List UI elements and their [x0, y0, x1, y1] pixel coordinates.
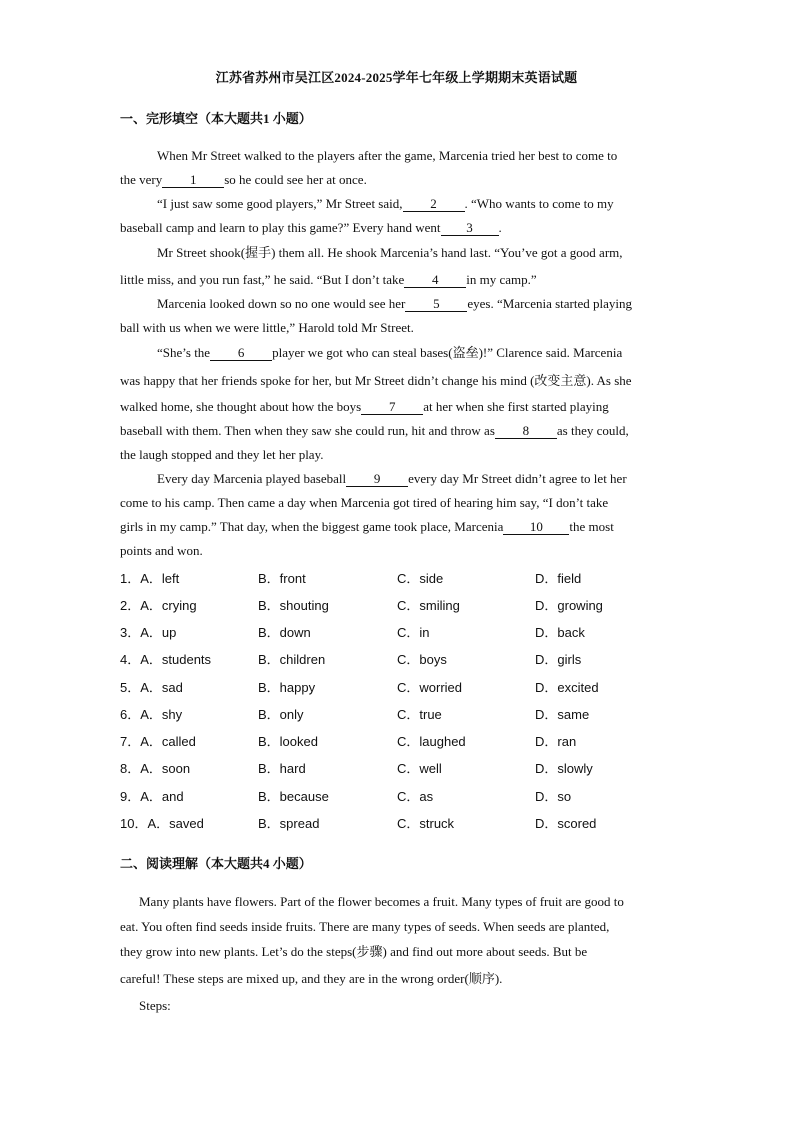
option-b[interactable]: B．front — [258, 571, 306, 586]
option-b[interactable]: B．happy — [258, 680, 316, 695]
option-row-1 — [120, 568, 680, 586]
option-c[interactable]: C．struck — [397, 816, 455, 831]
passage-line: “She’s the 6 player we got who can steal bases(盗垒)!” Clarence said. Marcenia — [157, 345, 623, 360]
option-row-9 — [120, 786, 680, 804]
blank-3[interactable]: 3 — [441, 221, 499, 236]
passage-line: little miss, and you run fast,” he said. “But I don’t take 4 in my camp.” — [120, 272, 537, 287]
option-d[interactable]: D．excited — [535, 680, 599, 695]
reading-line: Many plants have flowers. Part of the flower becomes a fruit. Many types of fruit are good to — [139, 894, 624, 909]
option-row-7 — [120, 731, 680, 749]
blank-8[interactable]: 8 — [495, 424, 557, 439]
passage-line: walked home, she thought about how the boys 7 at her when she first started playing — [120, 399, 609, 414]
blank-6[interactable]: 6 — [210, 346, 272, 361]
passage-line: the very 1 so he could see her at once. — [120, 172, 367, 187]
option-a[interactable]: 4．A．students — [120, 652, 212, 667]
passage-line: baseball camp and learn to play this game?” Every hand went 3 . — [120, 220, 502, 235]
blank-2[interactable]: 2 — [403, 197, 465, 212]
passage-line: Mr Street shook(握手) them all. He shook Marcenia’s hand last. “You’ve got a good arm, — [157, 245, 623, 260]
option-c[interactable]: C．as — [397, 789, 434, 804]
passage-line: baseball with them. Then when they saw she could run, hit and throw as 8 as they could, — [120, 423, 629, 438]
passage-line: points and won. — [120, 543, 203, 558]
option-b[interactable]: B．because — [258, 789, 329, 804]
option-a[interactable]: 5．A．sad — [120, 680, 183, 695]
option-row-10 — [120, 813, 680, 831]
option-c[interactable]: C．well — [397, 761, 442, 776]
passage-line: the laugh stopped and they let her play. — [120, 447, 324, 462]
passage-line: Every day Marcenia played baseball 9 every day Mr Street didn’t agree to let her — [157, 471, 627, 486]
reading-line: eat. You often find seeds inside fruits. There are many types of seeds. When seeds are planted, — [120, 919, 610, 934]
passage-line: ball with us when we were little,” Harold told Mr Street. — [120, 320, 414, 335]
steps-label: Steps: — [139, 998, 171, 1013]
option-a[interactable]: 2．A．crying — [120, 598, 197, 613]
passage-line: “I just saw some good players,” Mr Street said, 2 . “Who wants to come to my — [157, 196, 614, 211]
option-row-4 — [120, 649, 680, 667]
option-d[interactable]: D．scored — [535, 816, 597, 831]
reading-line: careful! These steps are mixed up, and they are in the wrong order(顺序). — [120, 971, 503, 986]
option-row-3 — [120, 622, 680, 640]
option-row-6 — [120, 704, 680, 722]
passage-line: come to his camp. Then came a day when Marcenia got tired of hearing him say, “I don’t take — [120, 495, 609, 510]
option-c[interactable]: C．laughed — [397, 734, 466, 749]
option-row-8 — [120, 758, 680, 776]
option-b[interactable]: B．only — [258, 707, 304, 722]
blank-1[interactable]: 1 — [162, 173, 224, 188]
blank-4[interactable]: 4 — [404, 273, 466, 288]
passage-line: When Mr Street walked to the players after the game, Marcenia tried her best to come to — [157, 148, 618, 163]
option-row-5 — [120, 677, 680, 695]
page-title: 江苏省苏州市吴江区2024-2025学年七年级上学期期末英语试题 — [215, 70, 578, 85]
option-d[interactable]: D．back — [535, 625, 585, 640]
reading-line: they grow into new plants. Let’s do the steps(步骤) and find out more about seeds. But be — [120, 944, 588, 959]
option-d[interactable]: D．so — [535, 789, 572, 804]
option-d[interactable]: D．growing — [535, 598, 603, 613]
option-a[interactable]: 7．A．called — [120, 734, 196, 749]
option-a[interactable]: 8．A．soon — [120, 761, 191, 776]
option-d[interactable]: D．field — [535, 571, 582, 586]
option-a[interactable]: 1．A．left — [120, 571, 180, 586]
option-d[interactable]: D．same — [535, 707, 590, 722]
section2-heading: 二、阅读理解（本大题共4 小题） — [120, 856, 312, 871]
blank-5[interactable]: 5 — [405, 297, 467, 312]
option-d[interactable]: D．girls — [535, 652, 582, 667]
option-d[interactable]: D．ran — [535, 734, 577, 749]
blank-10[interactable]: 10 — [503, 520, 569, 535]
option-c[interactable]: C．in — [397, 625, 430, 640]
section1-heading: 一、完形填空（本大题共1 小题） — [120, 111, 312, 126]
option-b[interactable]: B．spread — [258, 816, 320, 831]
option-c[interactable]: C．boys — [397, 652, 447, 667]
blank-7[interactable]: 7 — [361, 400, 423, 415]
option-c[interactable]: C．side — [397, 571, 444, 586]
option-row-2 — [120, 595, 680, 613]
option-a[interactable]: 3．A．up — [120, 625, 177, 640]
option-a[interactable]: 10．A．saved — [120, 816, 204, 831]
option-c[interactable]: C．worried — [397, 680, 463, 695]
passage-line: was happy that her friends spoke for her, but Mr Street didn’t change his mind (改变主意). As she — [120, 373, 632, 388]
passage-line: girls in my camp.” That day, when the biggest game took place, Marcenia 10 the most — [120, 519, 614, 534]
option-b[interactable]: B．down — [258, 625, 311, 640]
option-b[interactable]: B．hard — [258, 761, 306, 776]
option-a[interactable]: 9．A．and — [120, 789, 184, 804]
option-b[interactable]: B．looked — [258, 734, 318, 749]
option-d[interactable]: D．slowly — [535, 761, 593, 776]
option-c[interactable]: C．true — [397, 707, 442, 722]
blank-9[interactable]: 9 — [346, 472, 408, 487]
passage-line: Marcenia looked down so no one would see her 5 eyes. “Marcenia started playing — [157, 296, 632, 311]
option-b[interactable]: B．children — [258, 652, 326, 667]
option-a[interactable]: 6．A．shy — [120, 707, 183, 722]
option-b[interactable]: B．shouting — [258, 598, 329, 613]
option-c[interactable]: C．smiling — [397, 598, 460, 613]
